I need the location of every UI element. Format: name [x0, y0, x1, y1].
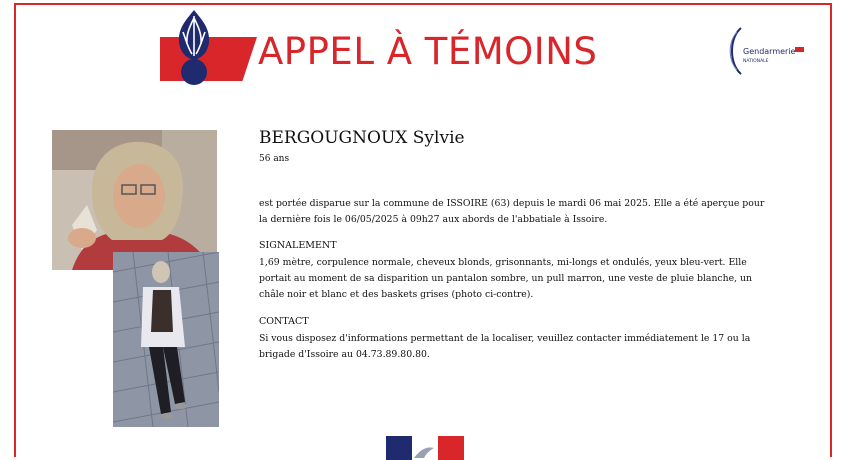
- logo-subtext: NATIONALE: [743, 59, 769, 64]
- page-title: APPEL À TÉMOINS: [258, 30, 598, 73]
- republique-francaise-flag-icon: [386, 436, 464, 460]
- cctv-photo: [113, 252, 219, 427]
- logo-text: Gendarmerie: [743, 47, 796, 56]
- person-name: BERGOUGNOUX Sylvie: [259, 128, 465, 148]
- grenade-emblem-icon: [168, 8, 220, 90]
- disappearance-text: est portée disparue sur la commune de ISSOIRE (63) depuis le mardi 06 mai 2025. Elle a été aperçue pour la dernière fois le 06/05/2025 à 09h27 aux abords de l'abbatiale à Issoire.: [259, 198, 765, 225]
- person-age: 56 ans: [259, 154, 290, 164]
- portrait-photo: [52, 130, 217, 270]
- signalement-text: 1,69 mètre, corpulence normale, cheveux blonds, grisonnants, mi-longs et ondulés, yeux bleu-vert. Elle portait au moment de sa disparition un pantalon sombre, un pull marron, une veste de pluie blanche, un châle noir et blanc et des baskets grises (photo ci-contre).: [259, 257, 753, 300]
- gendarmerie-logo-icon: [725, 24, 811, 79]
- contact-heading: CONTACT: [259, 316, 309, 327]
- signalement-heading: SIGNALEMENT: [259, 240, 337, 251]
- contact-text: Si vous disposez d'informations permettant de la localiser, veuillez contacter immédiatement le 17 ou la brigade d'Issoire au 04.73.89.80.80.: [259, 333, 751, 360]
